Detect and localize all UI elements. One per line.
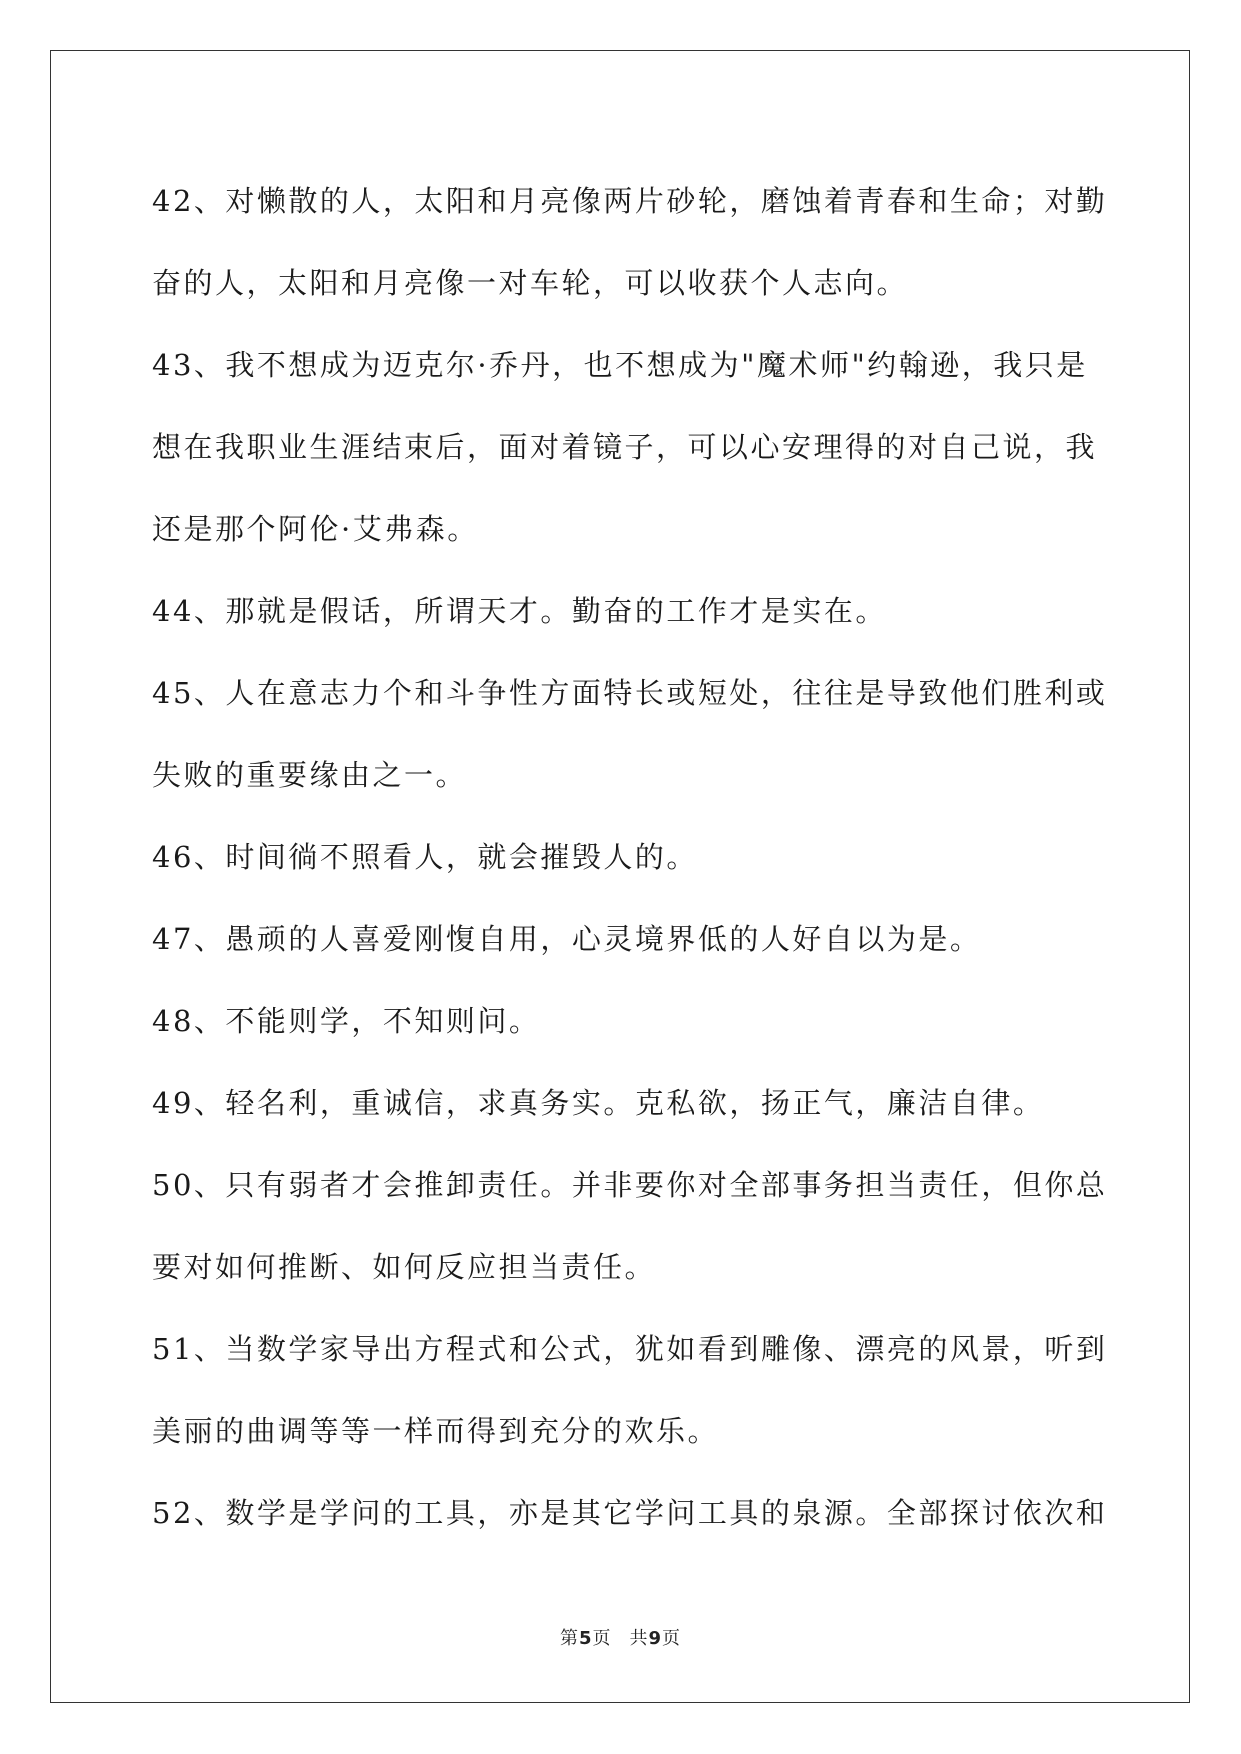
text-line: 43、我不想成为迈克尔·乔丹，也不想成为"魔术师"约翰逊，我只是 (152, 348, 1088, 382)
paragraph-45 (152, 652, 1108, 816)
total-label-suffix: 页 (662, 1628, 682, 1649)
page-label-prefix: 第 (559, 1628, 579, 1649)
total-page-number: 9 (648, 1628, 663, 1649)
document-body (152, 160, 1108, 1554)
text-line: 46、时间徜不照看人，就会摧毁人的。 (152, 840, 698, 874)
text-line: 美丽的曲调等等一样而得到充分的欢乐。 (152, 1414, 720, 1448)
paragraph-47 (152, 898, 1092, 980)
text-line: 52、数学是学问的工具，亦是其它学问工具的泉源。全部探讨依次和 (152, 1496, 1108, 1530)
text-line: 44、那就是假话，所谓天才。勤奋的工作才是实在。 (152, 594, 887, 628)
paragraph-42 (152, 160, 1108, 324)
page-footer (0, 1624, 1241, 1650)
paragraph-46 (152, 816, 1092, 898)
paragraph-44 (152, 570, 1092, 652)
text-line: 奋的人，太阳和月亮像一对车轮，可以收获个人志向。 (152, 266, 909, 300)
current-page-number: 5 (578, 1628, 593, 1649)
paragraph-51 (152, 1308, 1108, 1472)
text-line: 49、轻名利，重诚信，求真务实。克私欲，扬正气，廉洁自律。 (152, 1086, 1045, 1120)
text-line: 还是那个阿伦·艾弗森。 (152, 512, 479, 546)
page-label-suffix: 页 (592, 1628, 612, 1649)
text-line: 51、当数学家导出方程式和公式，犹如看到雕像、漂亮的风景，听到 (152, 1332, 1108, 1366)
text-line: 50、只有弱者才会推卸责任。并非要你对全部事务担当责任，但你总 (152, 1168, 1108, 1202)
paragraph-50 (152, 1144, 1108, 1308)
text-line: 想在我职业生涯结束后，面对着镜子，可以心安理得的对自己说，我 (152, 430, 1098, 464)
text-line: 要对如何推断、如何反应担当责任。 (152, 1250, 657, 1284)
paragraph-48 (152, 980, 1092, 1062)
text-line: 47、愚顽的人喜爱刚愎自用，心灵境界低的人好自以为是。 (152, 922, 982, 956)
text-line: 42、对懒散的人，太阳和月亮像两片砂轮，磨蚀着青春和生命；对勤 (152, 184, 1108, 218)
paragraph-52 (152, 1472, 1108, 1554)
text-line: 48、不能则学，不知则问。 (152, 1004, 541, 1038)
text-line: 45、人在意志力个和斗争性方面特长或短处，往往是导致他们胜利或 (152, 676, 1108, 710)
text-line: 失败的重要缘由之一。 (152, 758, 468, 792)
paragraph-43 (152, 324, 1098, 570)
paragraph-49 (152, 1062, 1092, 1144)
total-label-prefix: 共 (629, 1628, 649, 1649)
